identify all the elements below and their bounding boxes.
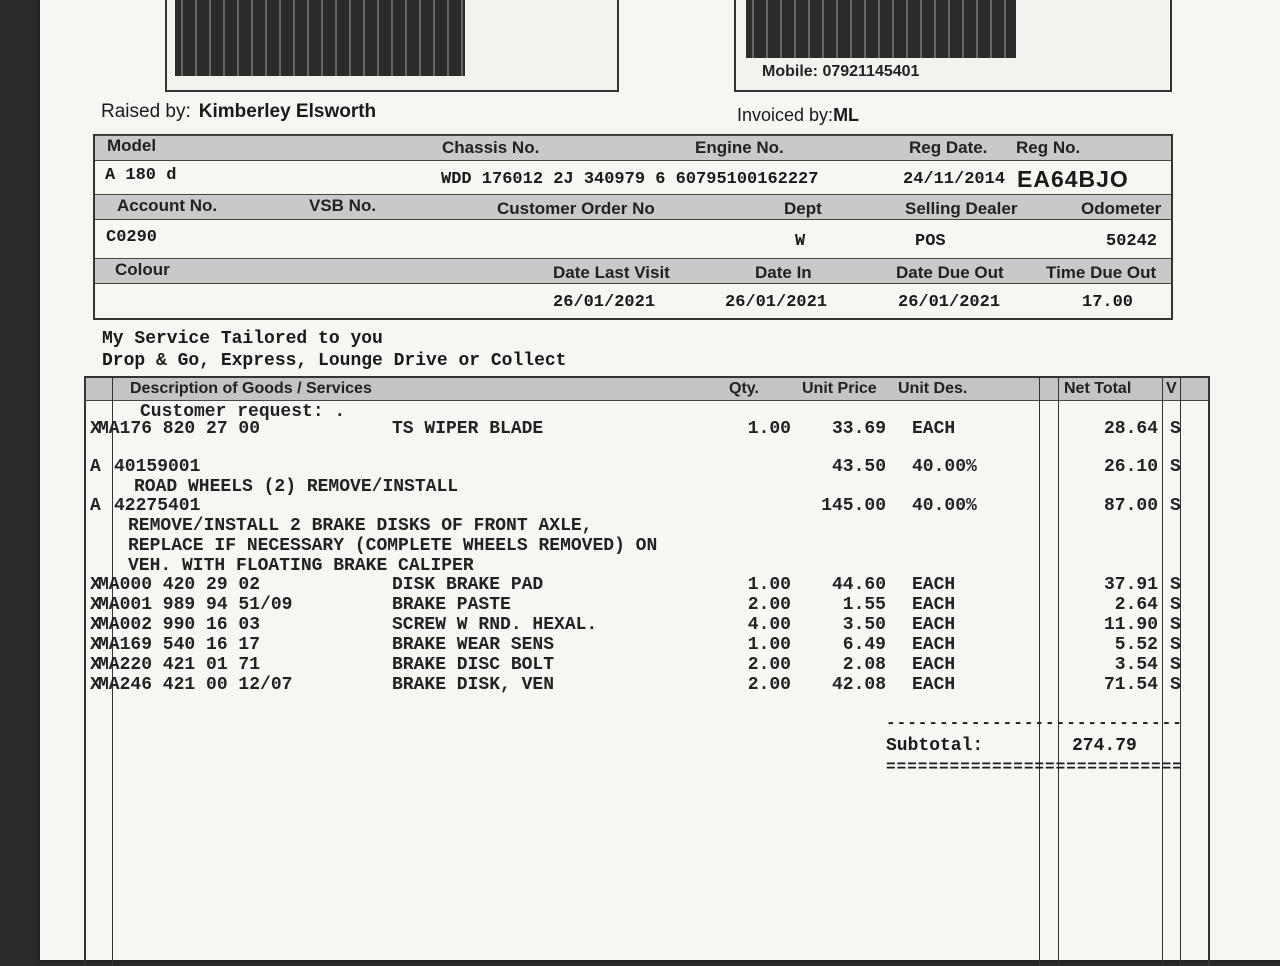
odometer-value: 50242 (1106, 232, 1158, 251)
last-visit-header: Date Last Visit (553, 263, 670, 282)
line-unit-price: 2.08 (842, 655, 886, 675)
line-description: REPLACE IF NECESSARY (COMPLETE WHEELS REMOVED) ON (128, 536, 658, 556)
raised-by (101, 101, 376, 123)
line-description: REMOVE/INSTALL 2 BRAKE DISKS OF FRONT AXLE, (128, 516, 593, 536)
odometer-header: Odometer (1081, 199, 1162, 218)
redacted-block (175, 0, 465, 76)
qty-header: Qty. (729, 380, 759, 397)
line-flag: A (90, 496, 101, 516)
model-value: A 180 d (105, 166, 177, 185)
account-value: C0290 (106, 228, 158, 247)
description-header: Description of Goods / Services (130, 380, 372, 397)
line-qty: 1.00 (747, 575, 791, 595)
line-part-code: MA002 990 16 03 (98, 615, 261, 635)
invoiced-by (737, 105, 859, 126)
line-item-row (86, 575, 1206, 595)
line-unit-price: 1.55 (842, 595, 886, 615)
line-part-code: 40159001 (114, 457, 201, 477)
line-qty: 2.00 (747, 675, 791, 695)
line-description: SCREW W RND. HEXAL. (392, 615, 598, 635)
line-unit-price: 33.69 (831, 419, 886, 439)
line-unit-price: 42.08 (831, 675, 886, 695)
line-part-code: MA246 421 00 12/07 (98, 675, 293, 695)
tagline-line-1: My Service Tailored to you (102, 329, 383, 349)
line-description: BRAKE WEAR SENS (392, 635, 555, 655)
subtotal-value: 274.79 (1072, 736, 1137, 756)
line-unit-des: EACH (912, 655, 956, 675)
mobile-number: Mobile: 07921145401 (762, 63, 920, 80)
line-description: VEH. WITH FLOATING BRAKE CALIPER (128, 556, 474, 576)
line-unit-des: EACH (912, 675, 956, 695)
line-net-total: 5.52 (1114, 635, 1158, 655)
chassis-header: Chassis No. (442, 138, 540, 157)
line-part-code: 42275401 (114, 496, 201, 516)
line-description: ROAD WHEELS (2) REMOVE/INSTALL (134, 477, 459, 497)
raised-by-label: Raised by: (101, 101, 191, 122)
line-unit-price: 44.60 (831, 575, 886, 595)
line-item-row (86, 615, 1206, 635)
line-qty: 2.00 (747, 655, 791, 675)
line-flag: A (90, 457, 101, 477)
line-qty: 1.00 (747, 635, 791, 655)
line-description: BRAKE DISK, VEN (392, 675, 555, 695)
line-flag: X (90, 655, 101, 675)
line-item-row (86, 516, 1206, 536)
subtotal-equals: ============================ (886, 758, 1183, 776)
line-net-total: 28.64 (1103, 419, 1158, 439)
date-in-header: Date In (755, 263, 812, 282)
line-item-row (86, 457, 1206, 477)
reg-no-header: Reg No. (1016, 138, 1081, 157)
line-vat-code: S (1170, 575, 1181, 595)
line-part-code: MA176 820 27 00 (98, 419, 261, 439)
dept-value: W (795, 232, 806, 251)
line-item-row (86, 496, 1206, 516)
line-unit-price: 3.50 (842, 615, 886, 635)
unit-des-header: Unit Des. (898, 380, 968, 397)
time-due-header: Time Due Out (1046, 263, 1157, 282)
line-description: BRAKE PASTE (392, 595, 511, 615)
line-vat-code: S (1170, 655, 1181, 675)
line-unit-des: 40.00% (912, 496, 977, 516)
line-vat-code: S (1170, 419, 1181, 439)
line-item-row (86, 556, 1206, 576)
line-qty: 2.00 (747, 595, 791, 615)
invoiced-by-value: ML (833, 105, 860, 125)
line-vat-code: S (1170, 675, 1181, 695)
line-unit-price: 43.50 (831, 457, 886, 477)
line-net-total: 3.54 (1114, 655, 1158, 675)
account-header: Account No. (117, 196, 218, 215)
customer-address-box (165, 0, 619, 92)
line-net-total: 71.54 (1103, 675, 1158, 695)
line-flag: X (90, 575, 101, 595)
order-header: Customer Order No (497, 199, 655, 218)
line-unit-des: EACH (912, 595, 956, 615)
invoiced-by-label: Invoiced by: (737, 105, 834, 125)
line-net-total: 2.64 (1114, 595, 1158, 615)
line-item-row (86, 419, 1206, 439)
line-net-total: 87.00 (1103, 496, 1158, 516)
date-in-value: 26/01/2021 (725, 293, 828, 312)
due-out-value: 26/01/2021 (898, 293, 1001, 312)
chassis-engine-value: WDD 176012 2J 340979 6 60795100162227 (441, 170, 819, 189)
customer-request-text: Customer request: . (140, 402, 346, 422)
line-net-total: 26.10 (1103, 457, 1158, 477)
line-unit-des: EACH (912, 419, 956, 439)
line-item-row (86, 477, 1206, 497)
line-flag: X (90, 615, 101, 635)
tagline-line-2: Drop & Go, Express, Lounge Drive or Collect (102, 351, 567, 371)
dept-header: Dept (784, 199, 822, 218)
line-flag: X (90, 595, 101, 615)
raised-by-name: Kimberley Elsworth (198, 101, 377, 122)
line-part-code: MA001 989 94 51/09 (98, 595, 293, 615)
line-net-total: 11.90 (1103, 615, 1158, 635)
redacted-block (746, 0, 1016, 58)
reg-no-value: EA64BJO (1017, 166, 1129, 192)
line-vat-code: S (1170, 496, 1181, 516)
v-header: V (1166, 380, 1177, 397)
line-description: TS WIPER BLADE (392, 419, 544, 439)
net-total-header: Net Total (1064, 380, 1132, 397)
line-unit-des: EACH (912, 575, 956, 595)
last-visit-value: 26/01/2021 (553, 293, 656, 312)
line-vat-code: S (1170, 635, 1181, 655)
colour-header: Colour (115, 260, 170, 279)
line-flag: X (90, 419, 101, 439)
vehicle-details-table (93, 134, 1173, 320)
line-item-row (86, 635, 1206, 655)
line-part-code: MA169 540 16 17 (98, 635, 261, 655)
model-header: Model (107, 136, 157, 155)
vsb-header: VSB No. (309, 196, 377, 215)
engine-header: Engine No. (695, 138, 784, 157)
due-out-header: Date Due Out (896, 263, 1004, 282)
items-table (84, 376, 1210, 966)
line-item-row (86, 655, 1206, 675)
unit-price-header: Unit Price (802, 380, 877, 397)
line-item-row (86, 675, 1206, 695)
subtotal-label: Subtotal: (886, 736, 984, 756)
line-description: BRAKE DISC BOLT (392, 655, 555, 675)
vehicle-header-band (95, 135, 1171, 161)
line-unit-price: 145.00 (821, 496, 886, 516)
subtotal-dashes: ---------------------------- (886, 714, 1183, 732)
line-part-code: MA000 420 29 02 (98, 575, 261, 595)
reg-date-header: Reg Date. (909, 138, 988, 157)
line-qty: 1.00 (747, 419, 791, 439)
line-flag: X (90, 675, 101, 695)
line-unit-des: 40.00% (912, 457, 977, 477)
line-description: DISK BRAKE PAD (392, 575, 544, 595)
line-unit-des: EACH (912, 615, 956, 635)
line-unit-des: EACH (912, 635, 956, 655)
line-net-total: 37.91 (1103, 575, 1158, 595)
reg-date-value: 24/11/2014 (903, 170, 1006, 189)
line-part-code: MA220 421 01 71 (98, 655, 261, 675)
line-vat-code: S (1170, 457, 1181, 477)
dealer-value: POS (915, 232, 946, 251)
line-vat-code: S (1170, 595, 1181, 615)
line-vat-code: S (1170, 615, 1181, 635)
line-item-row (86, 595, 1206, 615)
line-qty: 4.00 (747, 615, 791, 635)
line-flag: X (90, 635, 101, 655)
time-due-value: 17.00 (1082, 293, 1134, 312)
dealer-header: Selling Dealer (905, 199, 1018, 218)
line-unit-price: 6.49 (842, 635, 886, 655)
line-item-row (86, 536, 1206, 556)
